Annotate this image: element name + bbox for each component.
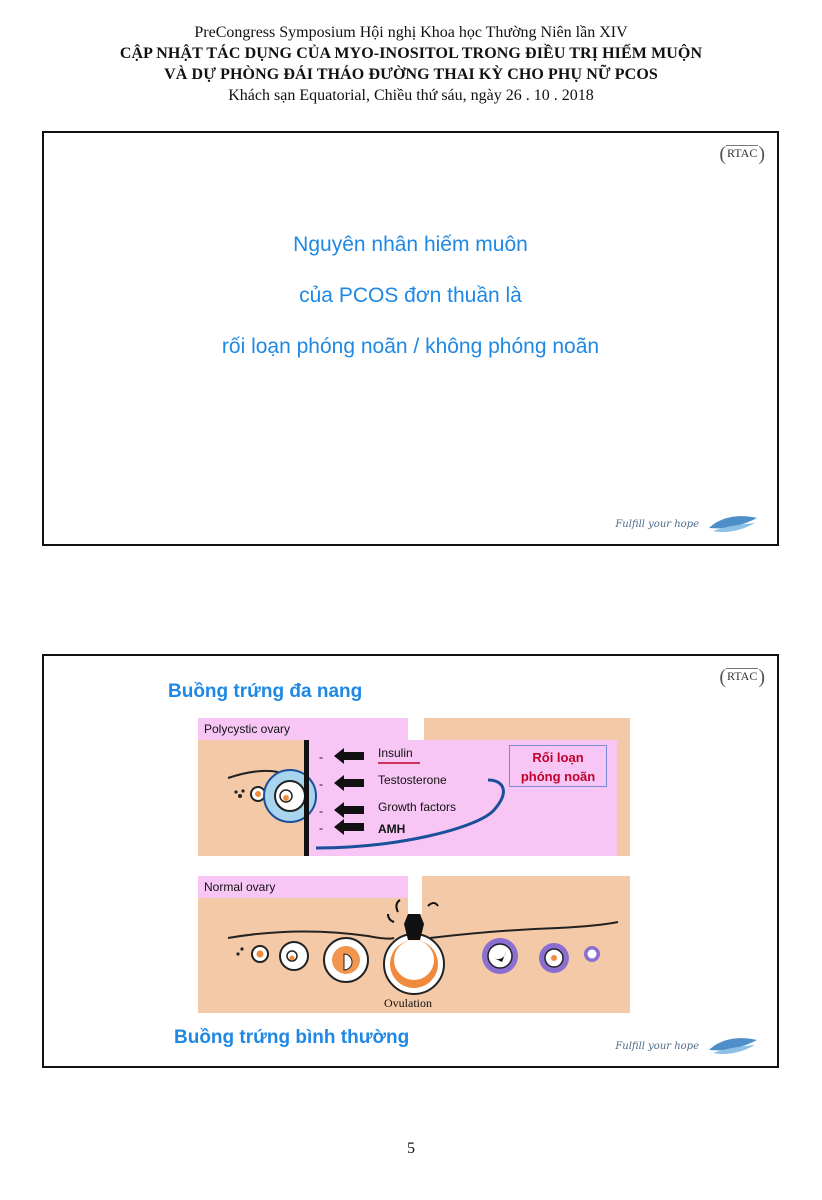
- minus-3: -: [319, 804, 323, 818]
- normal-ovary-figure: [198, 876, 630, 1013]
- rtac-logo-text: RTAC: [727, 669, 758, 683]
- header-line-2: CẬP NHẬT TÁC DỤNG CỦA MYO-INOSITOL TRONG ĐIỀU TRỊ HIẾM MUỘN: [119, 45, 703, 62]
- rtac-logo: (RTAC): [719, 666, 765, 688]
- box-line-1: Rối loạn: [532, 750, 584, 765]
- header-line-1: PreCongress Symposium Hội nghị Khoa học Thường Niên lần XIV: [194, 24, 628, 41]
- title-polycystic: Buồng trứng đa nang: [168, 681, 363, 702]
- leaf-logo-icon: [707, 514, 759, 534]
- slide-2: [42, 654, 779, 1068]
- minus-1: -: [319, 750, 323, 764]
- leaf-logo-icon: [707, 1036, 759, 1056]
- ovulation-disorder-box: [509, 745, 607, 787]
- normal-drawing: [198, 876, 630, 1013]
- tagline-text: Fulfill your hope: [615, 1040, 699, 1052]
- fulfill-footer: [615, 1036, 759, 1056]
- minus-4: -: [319, 821, 323, 835]
- slide1-line-3: rối loạn phóng noãn / không phóng noãn: [221, 335, 600, 358]
- factor-testosterone: Testosterone: [378, 773, 447, 787]
- minus-2: -: [319, 777, 323, 791]
- slide1-line-2: của PCOS đơn thuần là: [299, 284, 522, 307]
- factor-growth: Growth factors: [378, 800, 457, 814]
- slide1-line-1: Nguyên nhân hiếm muôn: [293, 233, 528, 256]
- polycystic-ovary-figure: [198, 718, 630, 856]
- slide-1: [42, 131, 779, 546]
- label-normal: Normal ovary: [204, 880, 276, 894]
- page-number: 5: [407, 1140, 415, 1157]
- header-line-3: VÀ DỰ PHÒNG ĐÁI THÁO ĐƯỜNG THAI KỲ CHO PHỤ NỮ PCOS: [164, 66, 658, 83]
- ovulation-label: Ovulation: [384, 996, 432, 1010]
- document-header: [0, 22, 822, 106]
- rtac-logo: (RTAC): [719, 143, 765, 165]
- rtac-logo-text: RTAC: [727, 146, 758, 160]
- factor-insulin: Insulin: [378, 746, 413, 760]
- polycystic-drawing: [198, 718, 630, 856]
- box-line-2: phóng noãn: [520, 769, 596, 784]
- title-normal: Buồng trứng bình thường: [174, 1027, 410, 1048]
- fulfill-footer: [615, 514, 759, 534]
- label-polycystic: Polycystic ovary: [204, 722, 291, 736]
- header-line-4: Khách sạn Equatorial, Chiều thứ sáu, ngày 26 . 10 . 2018: [228, 87, 594, 104]
- tagline-text: Fulfill your hope: [615, 518, 699, 530]
- factor-amh: AMH: [378, 822, 406, 836]
